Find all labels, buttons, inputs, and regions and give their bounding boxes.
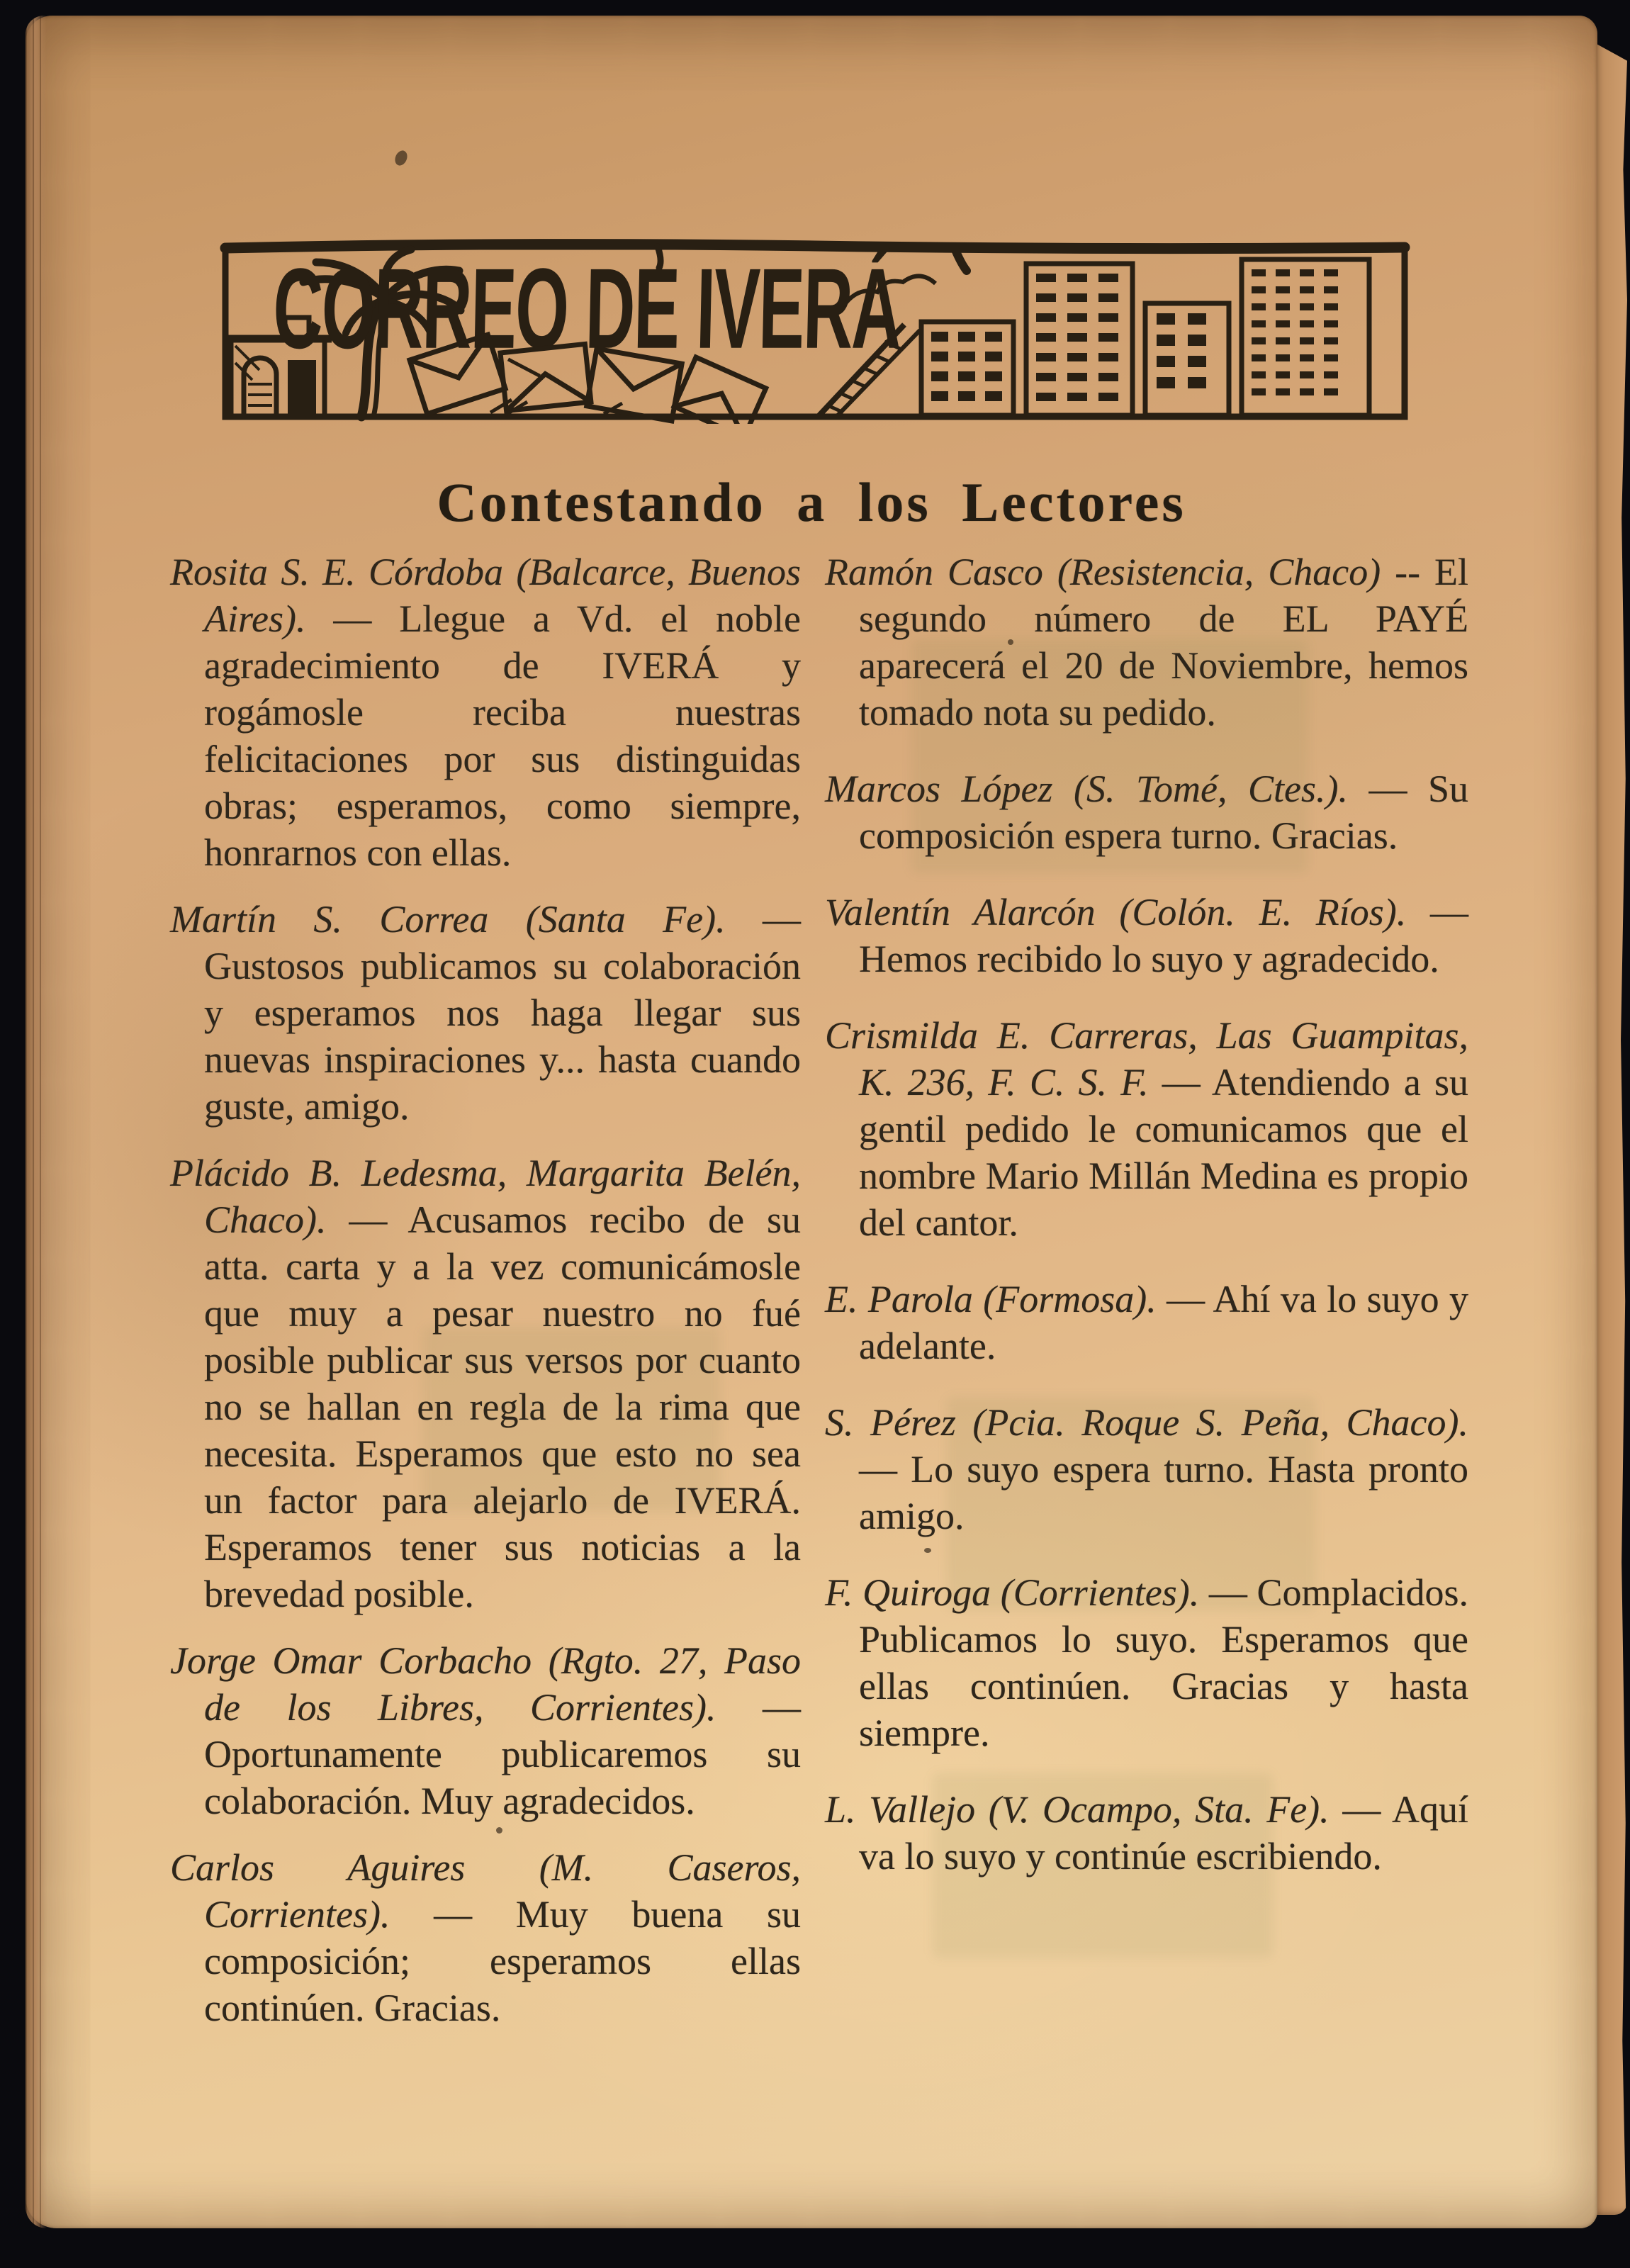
reader-name: Valentín Alarcón (Colón. E. Ríos). xyxy=(825,891,1407,933)
reader-name: Plácido B. Ledesma, Margarita Belén, Chaco). xyxy=(170,1152,801,1241)
reader-reply xyxy=(170,1150,801,1617)
reply-text: — Acusamos recibo de su atta. carta y a la vez comunicámosle que muy a pesar nuestro no fué posible publicar sus versos por cuanto no se hallan en regla de la rima que necesita. Esperamos que esto no sea un factor para alejarlo de IVERÁ. Esperamos tener sus noticias a la brevedad posible. xyxy=(204,1198,802,1615)
reply-text: — Aquí va lo suyo y continúe escribiendo. xyxy=(859,1788,1468,1877)
reader-reply xyxy=(825,1399,1468,1539)
reader-name: Carlos Aguires (M. Caseros, Corrientes). xyxy=(170,1846,801,1936)
reply-text: — Oportunamente publicaremos su colaboración. Muy agradecidos. xyxy=(204,1686,801,1822)
page xyxy=(26,16,1597,2228)
reader-name: Martín S. Correa (Santa Fe). xyxy=(170,898,726,941)
reply-text: — Complacidos. Publicamos lo suyo. Esperamos que ellas continúen. Gracias y hasta siempre. xyxy=(859,1571,1468,1754)
reply-text: — Hemos recibido lo suyo y agradecido. xyxy=(859,891,1468,980)
reader-reply xyxy=(825,765,1468,859)
reader-reply xyxy=(825,1569,1468,1756)
column-left xyxy=(170,549,801,2051)
reader-reply xyxy=(170,896,801,1130)
reader-name: F. Quiroga (Corrientes). xyxy=(825,1571,1200,1614)
reader-name: Rosita S. E. Córdoba (Balcarce, Buenos Aires). xyxy=(170,551,801,640)
reply-text: — Ahí va lo suyo y adelante. xyxy=(859,1278,1468,1367)
reader-reply xyxy=(825,889,1468,982)
banner xyxy=(220,238,1410,424)
reader-reply xyxy=(825,549,1468,736)
reader-reply xyxy=(825,1276,1468,1369)
reader-reply xyxy=(170,1844,801,2031)
reader-name: L. Vallejo (V. Ocampo, Sta. Fe). xyxy=(825,1788,1330,1831)
reply-text: — Atendiendo a su gentil pedido le comunicamos que el nombre Mario Millán Medina es propio del cantor. xyxy=(859,1061,1468,1244)
reader-name: Marcos López (S. Tomé, Ctes.). xyxy=(825,768,1348,810)
reader-name: E. Parola (Formosa). xyxy=(825,1278,1157,1320)
banner-illustration xyxy=(220,238,1410,424)
page-edge-stack xyxy=(26,16,47,2228)
reader-name: Crismilda E. Carreras, Las Guampitas, K. 236, F. C. S. F. xyxy=(825,1014,1468,1104)
ink-speck xyxy=(393,149,410,168)
section-title: Contestando a los Lectores xyxy=(437,471,1186,533)
reader-reply xyxy=(170,1637,801,1824)
reply-text: — Llegue a Vd. el noble agradecimiento de IVERÁ y rogámosle reciba nuestras felicitaciones por sus distinguidas obras; esperamos, como siempre, honrarnos con ellas. xyxy=(204,597,802,874)
reader-reply xyxy=(825,1786,1468,1880)
column-right xyxy=(825,549,1468,1909)
banner-title-text: CORREO DE IVERÁ xyxy=(271,245,902,373)
reader-reply xyxy=(825,1012,1468,1246)
reader-name: S. Pérez (Pcia. Roque S. Peña, Chaco). xyxy=(825,1401,1468,1444)
reply-text: -- El segundo número de EL PAYÉ aparecerá el 20 de Noviembre, hemos tomado nota su pedido. xyxy=(859,551,1468,734)
reply-text: — Muy buena su composición; esperamos ellas continúen. Gracias. xyxy=(204,1893,802,2029)
reader-reply xyxy=(170,549,801,876)
reader-name: Jorge Omar Corbacho (Rgto. 27, Paso de los Libres, Corrientes). xyxy=(170,1639,801,1729)
reader-name: Ramón Casco (Resistencia, Chaco) xyxy=(825,551,1381,593)
reply-text: — Su composición espera turno. Gracias. xyxy=(859,768,1468,857)
reply-text: — Gustosos publicamos su colaboración y esperamos nos haga llegar sus nuevas inspiraciones y... hasta cuando guste, amigo. xyxy=(204,898,802,1128)
reply-text: — Lo suyo espera turno. Hasta pronto amigo. xyxy=(859,1448,1468,1537)
